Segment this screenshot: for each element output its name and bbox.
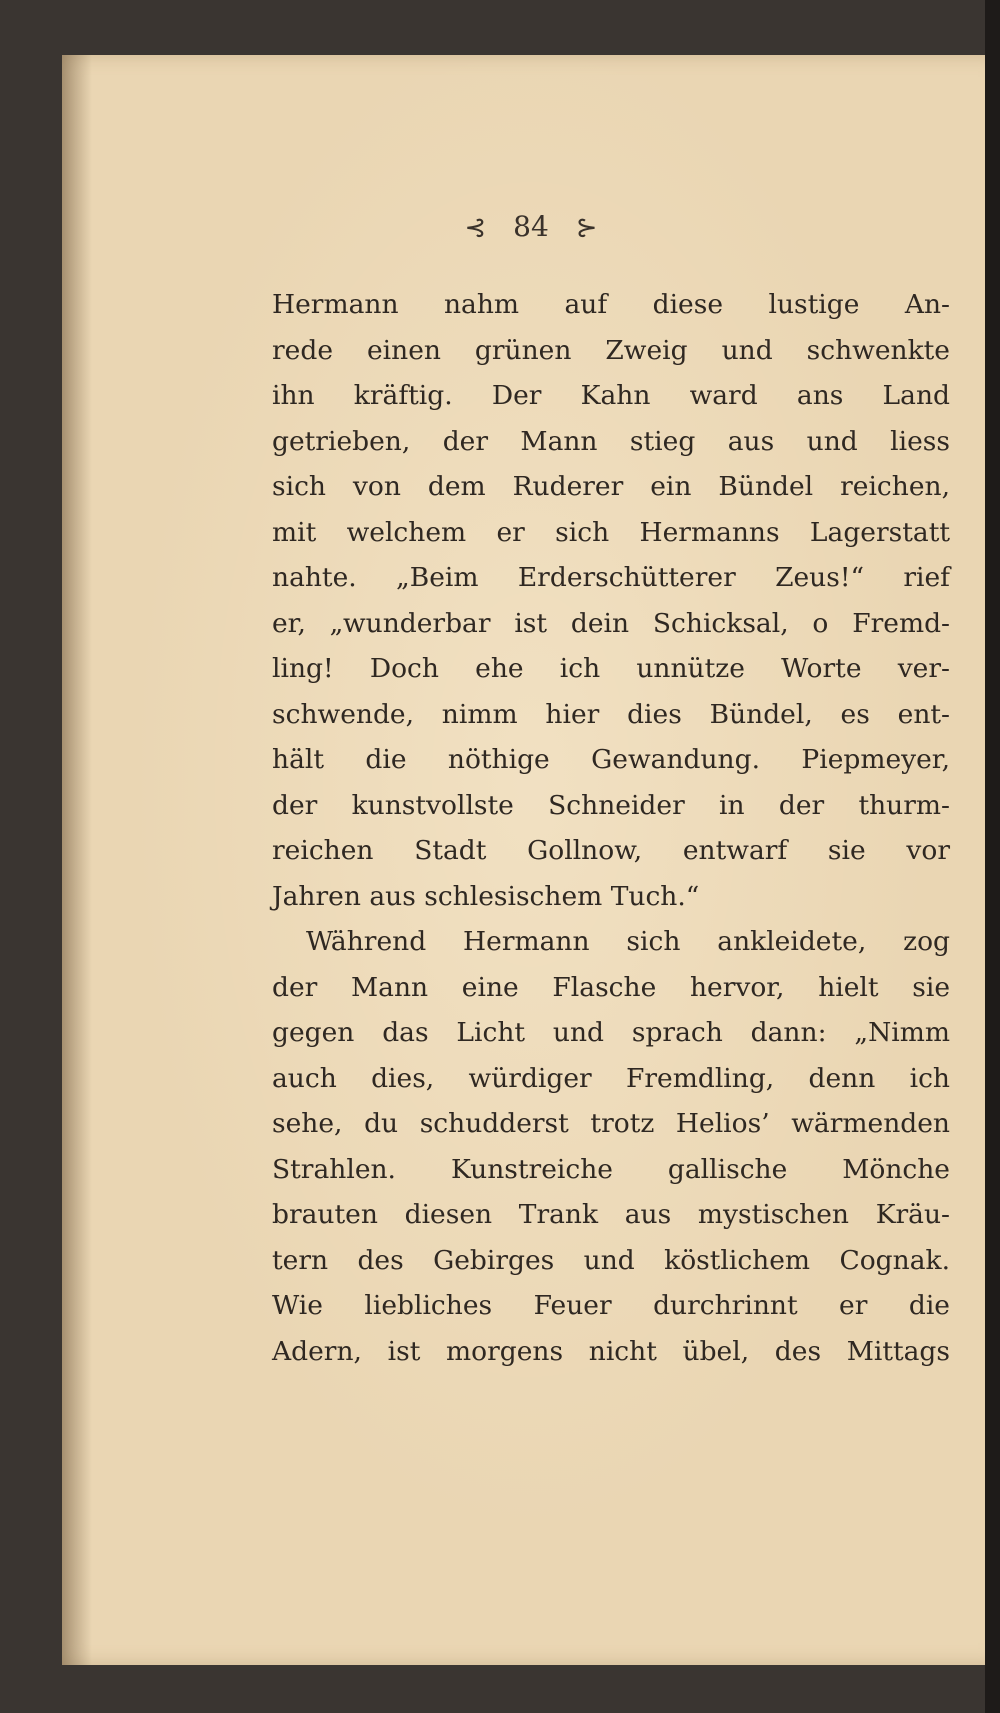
text-line: tern des Gebirges und köstlichem Cognak. xyxy=(272,1244,950,1276)
text-line: ling! Doch ehe ich unnütze Worte ver- xyxy=(272,653,950,684)
text-line: getrieben, der Mann stieg aus und liess xyxy=(272,425,950,457)
ornament-right-icon: ⊱ xyxy=(575,213,598,243)
text-line: rede einen grünen Zweig und schwenkte xyxy=(272,334,950,366)
text-line: ihn kräftig. Der Kahn ward ans Land xyxy=(272,380,950,411)
text-line: Jahren aus schlesischem Tuch.“ xyxy=(272,880,700,912)
text-line: sehe, du schudderst trotz Helios’ wärmenden xyxy=(272,1108,950,1139)
text-line: er, „wunderbar ist dein Schicksal, o Fremd- xyxy=(272,607,950,639)
text-line: hält die nöthige Gewandung. Piepmeyer, xyxy=(272,744,950,775)
book-page xyxy=(62,55,1000,1665)
text-line: schwende, nimm hier dies Bündel, es ent- xyxy=(272,698,950,730)
text-line: der kunstvollste Schneider in der thurm- xyxy=(272,789,950,821)
text-line: Wie liebliches Feuer durchrinnt er die xyxy=(272,1290,950,1321)
text-line: gegen das Licht und sprach dann: „Nimm xyxy=(272,1017,950,1048)
text-line: brauten diesen Trank aus mystischen Kräu- xyxy=(272,1199,950,1230)
gutter-shadow xyxy=(62,55,92,1665)
body-text xyxy=(272,282,950,1374)
page-number: 84 xyxy=(513,210,549,243)
ornament-left-icon: ⊰ xyxy=(464,213,487,243)
text-line: sich von dem Ruderer ein Bündel reichen, xyxy=(272,471,950,502)
text-line: Hermann nahm auf diese lustige An- xyxy=(272,289,950,320)
text-line: Adern, ist morgens nicht übel, des Mittags xyxy=(272,1335,950,1367)
text-line: Strahlen. Kunstreiche gallische Mönche xyxy=(272,1153,950,1185)
text-line: auch dies, würdiger Fremdling, denn ich xyxy=(272,1062,950,1094)
scan-edge xyxy=(985,0,1000,1713)
paragraph-1 xyxy=(272,282,950,919)
text-line: der Mann eine Flasche hervor, hielt sie xyxy=(272,971,950,1003)
text-line: Während Hermann sich ankleidete, zog xyxy=(306,926,950,957)
text-line: reichen Stadt Gollnow, entwarf sie vor xyxy=(272,835,950,866)
text-line: mit welchem er sich Hermanns Lagerstatt xyxy=(272,516,950,548)
paragraph-2 xyxy=(272,919,950,1374)
page-header xyxy=(62,210,1000,243)
text-line: nahte. „Beim Erderschütterer Zeus!“ rief xyxy=(272,562,950,593)
